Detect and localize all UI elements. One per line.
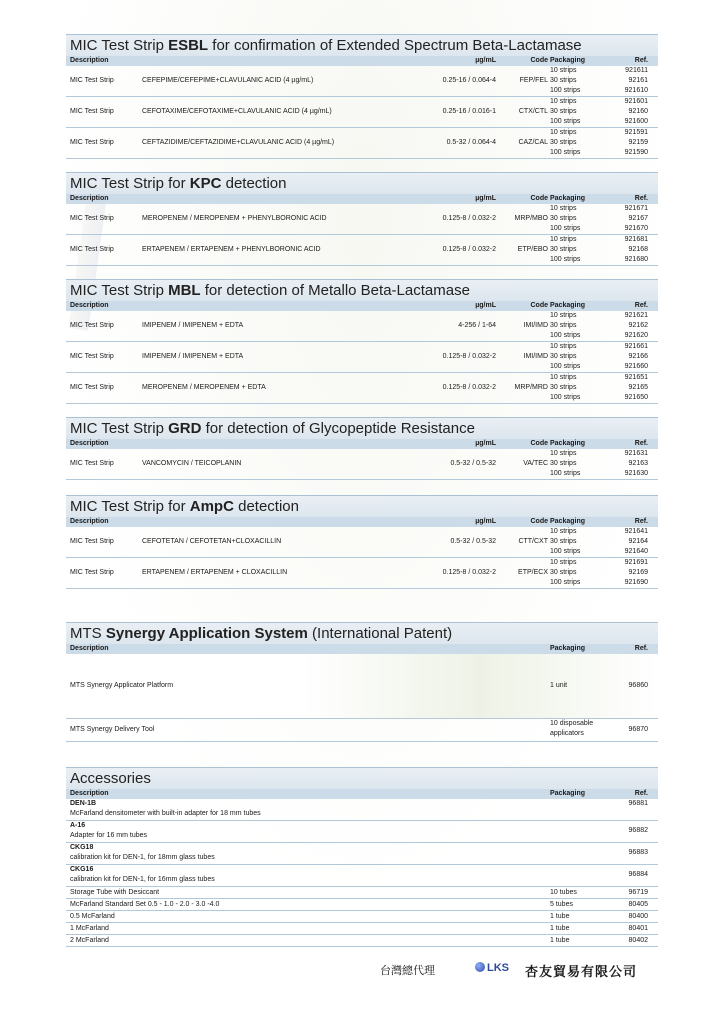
row-code: MRP/MBO xyxy=(514,215,548,222)
row-product-name: CEFOTETAN / CEFOTETAN+CLOXACILLIN xyxy=(142,538,282,545)
table-row xyxy=(66,342,658,373)
row-code: CTX/CTL xyxy=(518,108,548,115)
ampc-title xyxy=(66,495,658,517)
row-packaging: 30 strips xyxy=(550,538,577,545)
row-ref: 921601 xyxy=(624,98,648,105)
row-packaging: 100 strips xyxy=(550,87,581,94)
logo-text: LKS xyxy=(487,962,509,974)
row-packaging: 1 unit xyxy=(550,682,568,689)
row-description: MIC Test Strip xyxy=(70,460,114,467)
row-ref: 921690 xyxy=(624,579,648,586)
header-concentration: µg/mL xyxy=(475,57,496,64)
accessory-packaging: 1 tube xyxy=(550,937,570,944)
row-concentration: 0.5-32 / 0.5-32 xyxy=(450,460,496,467)
row-packaging: 30 strips xyxy=(550,246,577,253)
row-description: MTS Synergy Applicator Platform xyxy=(70,682,174,689)
row-description: MIC Test Strip xyxy=(70,569,114,576)
row-ref: 921651 xyxy=(624,374,648,381)
row-code: CTT/CXT xyxy=(518,538,548,545)
accessory-ref: 80402 xyxy=(628,937,648,944)
table-row xyxy=(66,66,658,97)
title-emphasis: AmpC xyxy=(189,498,234,515)
header-description: Description xyxy=(70,518,109,525)
accessory-name: Storage Tube with Desiccant xyxy=(70,889,160,896)
title-emphasis: MBL xyxy=(168,282,201,299)
title-text: detection xyxy=(221,175,287,192)
header-packaging: Packaging xyxy=(550,645,586,652)
header-description: Description xyxy=(70,57,109,64)
row-ref: 921641 xyxy=(624,528,648,535)
header-code: Code xyxy=(530,518,548,525)
row-product-name: CEFEPIME/CEFEPIME+CLAVULANIC ACID (4 µg/mL) xyxy=(142,77,314,84)
row-packaging: 10 strips xyxy=(550,312,577,319)
kpc-header xyxy=(66,194,658,204)
mts-section xyxy=(66,622,658,742)
accessory-name: A-16 xyxy=(70,822,86,829)
row-product-name: VANCOMYCIN / TEICOPLANIN xyxy=(142,460,242,467)
row-packaging: 30 strips xyxy=(550,108,577,115)
accessory-name: CKG16 xyxy=(70,866,94,873)
esbl-header xyxy=(66,56,658,66)
row-ref: 92169 xyxy=(628,569,648,576)
accessory-ref: 80405 xyxy=(628,901,648,908)
table-row xyxy=(66,887,658,899)
table-row xyxy=(66,235,658,266)
row-description: MIC Test Strip xyxy=(70,353,114,360)
row-ref: 921680 xyxy=(624,256,648,263)
row-description: MIC Test Strip xyxy=(70,108,114,115)
row-packaging: 10 strips xyxy=(550,343,577,350)
row-packaging: 10 strips xyxy=(550,236,577,243)
table-row xyxy=(66,821,658,843)
row-concentration: 0.5-32 / 0.5-32 xyxy=(450,538,496,545)
row-description: MIC Test Strip xyxy=(70,215,114,222)
header-packaging: Packaging xyxy=(550,195,586,202)
header-code: Code xyxy=(530,57,548,64)
title-text: MIC Test Strip xyxy=(70,420,169,437)
row-packaging: 30 strips xyxy=(550,460,577,467)
row-product-name: IMIPENEM / IMIPENEM + EDTA xyxy=(142,353,244,360)
logo-icon xyxy=(475,962,485,972)
title-text: for confirmation of Extended Spectrum Beta-Lactamase xyxy=(208,37,582,54)
table-row xyxy=(66,843,658,865)
table-row xyxy=(66,923,658,935)
header-concentration: µg/mL xyxy=(475,518,496,525)
header-ref: Ref. xyxy=(634,518,648,525)
accessory-name: 1 McFarland xyxy=(70,925,109,932)
header-description: Description xyxy=(70,195,109,202)
header-packaging: Packaging xyxy=(550,302,586,309)
table-row xyxy=(66,799,658,821)
title-text: detection xyxy=(233,498,299,515)
title-emphasis: ESBL xyxy=(168,37,209,54)
accessory-name: CKG18 xyxy=(70,844,94,851)
row-code: IMI/IMD xyxy=(523,322,548,329)
header-concentration: µg/mL xyxy=(475,440,496,447)
table-row xyxy=(66,719,658,742)
row-description: MIC Test Strip xyxy=(70,246,114,253)
row-ref: 92166 xyxy=(628,353,648,360)
mts-header xyxy=(66,644,658,654)
table-row xyxy=(66,911,658,923)
table-row xyxy=(66,311,658,342)
header-ref: Ref. xyxy=(634,645,648,652)
row-packaging: 100 strips xyxy=(550,149,581,156)
title-text: MIC Test Strip for xyxy=(70,175,190,192)
header-concentration: µg/mL xyxy=(475,195,496,202)
row-code: ETP/EBO xyxy=(517,246,548,253)
title-text: for detection of Metallo Beta-Lactamase xyxy=(200,282,470,299)
row-ref: 92165 xyxy=(628,384,648,391)
row-packaging: 100 strips xyxy=(550,363,581,370)
header-code: Code xyxy=(530,195,548,202)
accessory-ref: 96882 xyxy=(628,827,648,834)
row-ref: 96860 xyxy=(628,682,648,689)
title-emphasis: KPC xyxy=(189,175,222,192)
row-ref: 92161 xyxy=(628,77,648,84)
grd-title xyxy=(66,417,658,439)
title-emphasis: GRD xyxy=(168,420,202,437)
row-ref: 92163 xyxy=(628,460,648,467)
row-concentration: 0.125-8 / 0.032-2 xyxy=(442,246,496,253)
row-concentration: 0.125-8 / 0.032-2 xyxy=(442,384,496,391)
row-ref: 921610 xyxy=(624,87,648,94)
accessories-title: Accessories xyxy=(66,767,658,789)
accessory-ref: 80401 xyxy=(628,925,648,932)
row-packaging: 30 strips xyxy=(550,569,577,576)
row-ref: 921621 xyxy=(624,312,648,319)
row-ref: 92164 xyxy=(628,538,648,545)
header-packaging: Packaging xyxy=(550,790,586,797)
row-ref: 921631 xyxy=(624,450,648,457)
row-packaging: 100 strips xyxy=(550,394,581,401)
row-packaging: 100 strips xyxy=(550,579,581,586)
kpc-title xyxy=(66,172,658,194)
row-ref: 92167 xyxy=(628,215,648,222)
header-ref: Ref. xyxy=(634,195,648,202)
table-row xyxy=(66,558,658,589)
accessory-description: calibration kit for DEN-1, for 18mm glass tubes xyxy=(70,854,215,861)
row-packaging: 10 strips xyxy=(550,374,577,381)
kpc-section xyxy=(66,172,658,266)
row-concentration: 0.25-16 / 0.064-4 xyxy=(442,77,496,84)
accessory-ref: 96883 xyxy=(628,849,648,856)
header-packaging: Packaging xyxy=(550,57,586,64)
accessories-rows xyxy=(66,799,658,947)
accessory-name: McFarland Standard Set 0.5 - 1.0 - 2.0 - 3.0 -4.0 xyxy=(70,901,220,908)
row-packaging: 10 strips xyxy=(550,559,577,566)
esbl-section xyxy=(66,34,658,159)
accessory-description: McFarland densitometer with built-in adapter for 18 mm tubes xyxy=(70,810,261,817)
row-ref: 921600 xyxy=(624,118,648,125)
row-description: MIC Test Strip xyxy=(70,322,114,329)
row-ref: 921650 xyxy=(624,394,648,401)
row-ref: 921590 xyxy=(624,149,648,156)
mts-title: MTS Synergy Application System (International Patent) xyxy=(66,622,658,644)
row-packaging: 100 strips xyxy=(550,470,581,477)
row-product-name: CEFTAZIDIME/CEFTAZIDIME+CLAVULANIC ACID (4 µg/mL) xyxy=(142,139,335,146)
row-concentration: 4-256 / 1-64 xyxy=(458,322,496,329)
row-code: MRP/MRD xyxy=(514,384,548,391)
header-code: Code xyxy=(530,302,548,309)
table-row xyxy=(66,935,658,947)
header-code: Code xyxy=(530,440,548,447)
row-packaging: 10 strips xyxy=(550,67,577,74)
accessory-description: Adapter for 16 mm tubes xyxy=(70,832,148,839)
row-ref: 921691 xyxy=(624,559,648,566)
row-ref: 921620 xyxy=(624,332,648,339)
header-ref: Ref. xyxy=(634,302,648,309)
header-description: Description xyxy=(70,440,109,447)
table-row xyxy=(66,654,658,719)
row-concentration: 0.125-8 / 0.032-2 xyxy=(442,569,496,576)
row-ref: 921681 xyxy=(624,236,648,243)
row-packaging: applicators xyxy=(550,730,584,737)
row-ref: 921661 xyxy=(624,343,648,350)
row-packaging: 30 strips xyxy=(550,77,577,84)
row-packaging: 100 strips xyxy=(550,256,581,263)
row-code: CAZ/CAL xyxy=(518,139,548,146)
header-description: Description xyxy=(70,790,109,797)
title-text: MIC Test Strip for xyxy=(70,498,190,515)
accessory-packaging: 1 tube xyxy=(550,925,570,932)
row-description: MTS Synergy Delivery Tool xyxy=(70,726,155,733)
row-packaging: 10 strips xyxy=(550,98,577,105)
accessory-name: 0.5 McFarland xyxy=(70,913,115,920)
row-concentration: 0.5-32 / 0.064-4 xyxy=(446,139,496,146)
row-packaging: 30 strips xyxy=(550,139,577,146)
row-description: MIC Test Strip xyxy=(70,77,114,84)
title-text: for detection of Glycopeptide Resistance xyxy=(201,420,475,437)
row-concentration: 0.125-8 / 0.032-2 xyxy=(442,215,496,222)
accessory-ref: 96881 xyxy=(628,800,648,807)
row-packaging: 100 strips xyxy=(550,118,581,125)
row-description: MIC Test Strip xyxy=(70,538,114,545)
table-row xyxy=(66,527,658,558)
accessory-name: 2 McFarland xyxy=(70,937,109,944)
row-packaging: 10 disposable xyxy=(550,720,594,727)
header-packaging: Packaging xyxy=(550,440,586,447)
mbl-title xyxy=(66,279,658,301)
row-product-name: ERTAPENEM / ERTAPENEM + CLOXACILLIN xyxy=(142,569,288,576)
row-ref: 92162 xyxy=(628,322,648,329)
company-logo xyxy=(475,962,509,974)
row-ref: 92168 xyxy=(628,246,648,253)
accessories-header xyxy=(66,789,658,799)
row-description: MIC Test Strip xyxy=(70,139,114,146)
esbl-title xyxy=(66,34,658,56)
row-concentration: 0.25-16 / 0.016-1 xyxy=(442,108,496,115)
row-ref: 921671 xyxy=(624,205,648,212)
row-packaging: 100 strips xyxy=(550,548,581,555)
table-row xyxy=(66,128,658,159)
grd-section xyxy=(66,417,658,480)
row-ref: 921611 xyxy=(625,67,648,74)
row-description: MIC Test Strip xyxy=(70,384,114,391)
row-ref: 92159 xyxy=(628,139,648,146)
accessory-description: calibration kit for DEN-1, for 16mm glass tubes xyxy=(70,876,215,883)
title-text: MIC Test Strip xyxy=(70,282,169,299)
accessory-ref: 96884 xyxy=(628,871,648,878)
ampc-section xyxy=(66,495,658,589)
ampc-header xyxy=(66,517,658,527)
accessory-ref: 80400 xyxy=(628,913,648,920)
row-packaging: 30 strips xyxy=(550,322,577,329)
header-ref: Ref. xyxy=(634,790,648,797)
row-ref: 921640 xyxy=(624,548,648,555)
header-description: Description xyxy=(70,302,109,309)
row-ref: 921670 xyxy=(624,225,648,232)
table-row xyxy=(66,449,658,480)
row-packaging: 10 strips xyxy=(550,528,577,535)
row-product-name: MEROPENEM / MEROPENEM + PHENYLBORONIC ACID xyxy=(142,215,327,222)
header-packaging: Packaging xyxy=(550,518,586,525)
row-packaging: 10 strips xyxy=(550,129,577,136)
row-packaging: 30 strips xyxy=(550,384,577,391)
mbl-header xyxy=(66,301,658,311)
row-packaging: 100 strips xyxy=(550,225,581,232)
table-row xyxy=(66,899,658,911)
accessory-packaging: 5 tubes xyxy=(550,901,573,908)
header-ref: Ref. xyxy=(634,440,648,447)
accessory-ref: 96719 xyxy=(628,889,648,896)
row-ref: 921630 xyxy=(624,470,648,477)
row-packaging: 100 strips xyxy=(550,332,581,339)
row-ref: 921660 xyxy=(624,363,648,370)
table-row xyxy=(66,865,658,887)
row-code: ETP/ECX xyxy=(518,569,548,576)
accessory-packaging: 1 tube xyxy=(550,913,570,920)
row-packaging: 30 strips xyxy=(550,353,577,360)
header-concentration: µg/mL xyxy=(475,302,496,309)
row-code: IMI/IMD xyxy=(523,353,548,360)
header-ref: Ref. xyxy=(634,57,648,64)
row-product-name: IMIPENEM / IMIPENEM + EDTA xyxy=(142,322,244,329)
row-code: FEP/FEL xyxy=(519,77,548,84)
row-code: VA/TEC xyxy=(523,460,548,467)
row-ref: 96870 xyxy=(628,726,648,733)
header-description: Description xyxy=(70,645,109,652)
accessory-packaging: 10 tubes xyxy=(550,889,577,896)
row-product-name: ERTAPENEM / ERTAPENEM + PHENYLBORONIC ACID xyxy=(142,246,321,253)
row-packaging: 10 strips xyxy=(550,450,577,457)
table-row xyxy=(66,373,658,404)
mbl-section xyxy=(66,279,658,404)
accessory-name: DEN-1B xyxy=(70,800,97,807)
row-product-name: MEROPENEM / MEROPENEM + EDTA xyxy=(142,384,266,391)
row-concentration: 0.125-8 / 0.032-2 xyxy=(442,353,496,360)
title-text: MIC Test Strip xyxy=(70,37,169,54)
footer-company: 杏友貿易有限公司 xyxy=(525,964,638,979)
footer-agent: 台灣總代理 xyxy=(380,965,435,977)
grd-header xyxy=(66,439,658,449)
row-ref: 921591 xyxy=(624,129,648,136)
accessories-section xyxy=(66,767,658,947)
row-packaging: 10 strips xyxy=(550,205,577,212)
row-packaging: 30 strips xyxy=(550,215,577,222)
table-row xyxy=(66,204,658,235)
table-row xyxy=(66,97,658,128)
row-ref: 92160 xyxy=(628,108,648,115)
row-product-name: CEFOTAXIME/CEFOTAXIME+CLAVULANIC ACID (4 µg/mL) xyxy=(142,108,332,115)
